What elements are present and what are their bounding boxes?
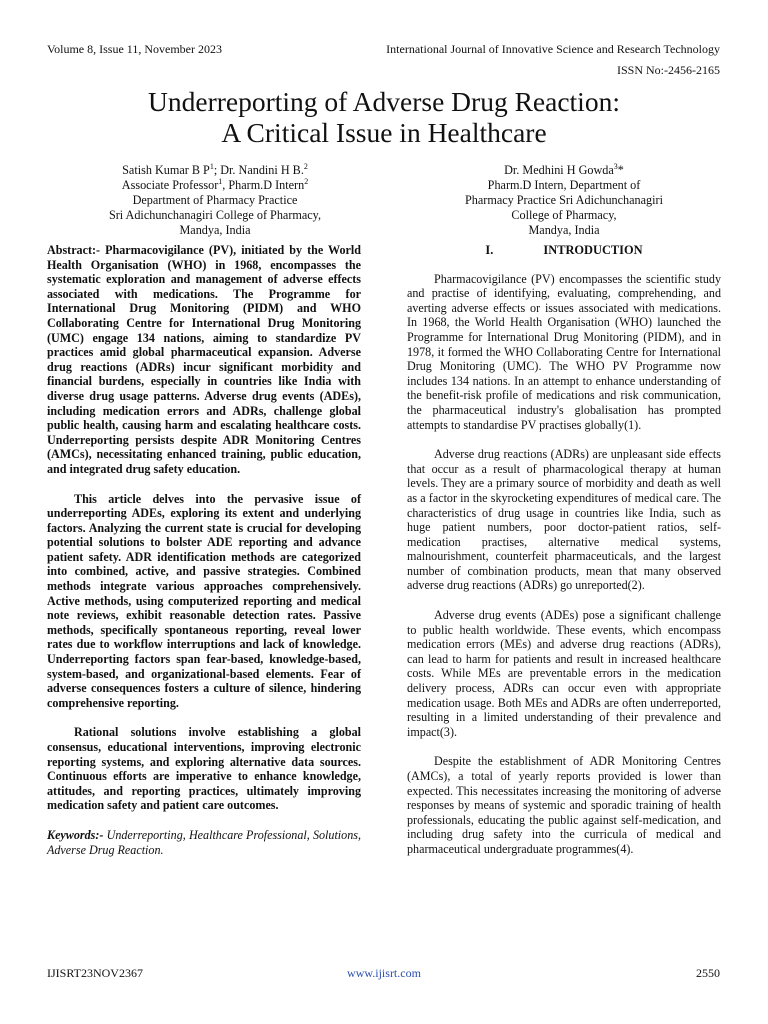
author-college: Sri Adichunchanagiri College of Pharmacy, xyxy=(108,208,322,222)
title-line-1: Underreporting of Adverse Drug Reaction: xyxy=(148,86,620,117)
paper-title xyxy=(40,86,728,148)
author-place-right: Mandya, India xyxy=(528,223,600,237)
author-affil-line-2: Pharmacy Practice Sri Adichunchanagiri xyxy=(465,193,663,207)
abstract-paragraph-1: Abstract:- Pharmacovigilance (PV), initiated by the World Health Organisation (WHO) in 1968, encompasses the systematic exploration and management of adverse effects associated with medications. The Programme for International Drug Monitoring (PIDM) and WHO Collaborating Centre for International Drug Monitoring (UMC) engage 134 nations, aiming to standardize PV practices amid global pharmaceutical expansion. Adverse drug reactions (ADRs) incur significant morbidity and financial burdens, especially in countries like India with diverse drug usage patterns. Adverse drug events (ADEs), including medication errors and ADRs, challenge global public health, causing harm and escalating healthcare costs. Underreporting persists despite ADR Monitoring Centres (AMCs), necessitating enhanced training, public education, and integrated drug safety education. xyxy=(47,243,361,476)
volume-issue: Volume 8, Issue 11, November 2023 xyxy=(47,42,222,56)
author-affil-line-3: College of Pharmacy, xyxy=(511,208,617,222)
intro-paragraph-4: Despite the establishment of ADR Monitoring Centres (AMCs), a total of yearly reports provided is lower than expected. This necessitates increasing the monitoring of adverse responses by means of systemic and sporadic training of health professionals, educating the public against self-medication, and including drug safety into the curricula of medical and pharmaceutical undergraduate programmes(4). xyxy=(407,754,721,856)
page-number: 2550 xyxy=(696,966,720,980)
issn: ISSN No:-2456-2165 xyxy=(616,63,720,77)
abstract-paragraph-2: This article delves into the pervasive issue of underreporting ADEs, exploring its extent and underlying factors. Analyzing the current state is crucial for developing potential solutions to bolster ADE reporting and advance patient safety. ADR identification methods are categorized into combined, active, and passive strategies. Combined methods integrate various approaches comprehensively. Active methods, using computerized reporting and medical note reviews, exhibit reasonable detection rates. Passive methods, specifically spontaneous reporting, reveal lower rates due to workflow interruptions and lack of knowledge. Underreporting factors span fear-based, knowledge-based, system-based, and organizational-based elements. Fear of adverse consequences fosters a culture of silence, hindering comprehensive reporting. xyxy=(47,491,361,710)
section-heading-introduction: I. INTRODUCTION xyxy=(485,243,643,257)
author-name-right: Dr. Medhini H Gowda$^3$* xyxy=(504,161,624,177)
keywords-label: Keywords:- xyxy=(47,827,104,842)
intro-paragraph-1: Pharmacovigilance (PV) encompasses the scientific study and practise of identifying, evaluating, comprehending, and averting adverse effects or issues associated with medications. In 1968, the World Health Organisation (WHO) launched the Programme for International Drug Monitoring (PIDM), and in 1978, it formed the WHO Collaborating Centre for International Drug Monitoring (UMC). The WHO PV Programme now includes 134 nations. In an attempt to enhance understanding of the benefit-risk profile of medications and risk communication, the pharmaceutical industry's globalisation has prompted attempts to standardise PV practises globally(1). xyxy=(407,271,721,432)
abstract-paragraph-3: Rational solutions involve establishing a global consensus, educational interventions, improving electronic reporting systems, and exploring alternative data sources. Continuous efforts are imperative to enhance knowledge, attitudes, and reporting practices, ultimately improving medication safety and patient care outcomes. xyxy=(47,725,361,813)
paper-code: IJISRT23NOV2367 xyxy=(47,966,143,980)
journal-url-link[interactable]: www.ijisrt.com xyxy=(347,966,421,980)
intro-paragraph-2: Adverse drug reactions (ADRs) are unpleasant side effects that occur as a result of pharmacological therapy at human levels. They are a primary source of morbidity and death as well as a factor in the skyrocketing expenditures of medical care. The characteristics of drug usage in countries like India, such as huge patient numbers, poor doctor-patient ratios, self-medication practises, alternative medical systems, malnourishment, counterfeit pharmaceuticals, and the largest number of combination products, mean that many observed adverse drug reactions (ADRs) go unreported(2). xyxy=(407,447,721,593)
author-place: Mandya, India xyxy=(179,223,251,237)
author-affil-line-1: Pharm.D Intern, Department of xyxy=(487,178,641,192)
author-department: Department of Pharmacy Practice xyxy=(132,193,298,207)
intro-paragraph-3: Adverse drug events (ADEs) pose a significant challenge to public health worldwide. These events, which encompass medication errors (MEs) and adverse drug reactions (ADRs), can lead to harm for patients and result in increased healthcare costs. While MEs are preventable errors in the medication delivery process, ADRs can occur even with appropriate medication usage. Both MEs and ADRs are often underreported, resulting in a limited understanding of their prevalence and impact(3). xyxy=(407,608,721,739)
journal-name: International Journal of Innovative Science and Research Technology xyxy=(386,42,720,56)
author-names: Satish Kumar B $P^1$; Dr. Nandini H B.$^2$ xyxy=(122,161,308,177)
keywords: Keywords:- Underreporting, Healthcare Professional, Solutions, Adverse Drug Reaction. xyxy=(47,827,361,857)
left-column xyxy=(47,243,361,872)
author-block-right xyxy=(408,163,720,238)
author-block-left xyxy=(60,163,370,238)
author-roles: Associate Professor$^1$, Pharm.D Intern$^2$ xyxy=(121,176,309,192)
abstract-label: Abstract:- xyxy=(47,243,101,257)
title-line-2: A Critical Issue in Healthcare xyxy=(221,117,547,148)
right-column xyxy=(407,243,721,872)
